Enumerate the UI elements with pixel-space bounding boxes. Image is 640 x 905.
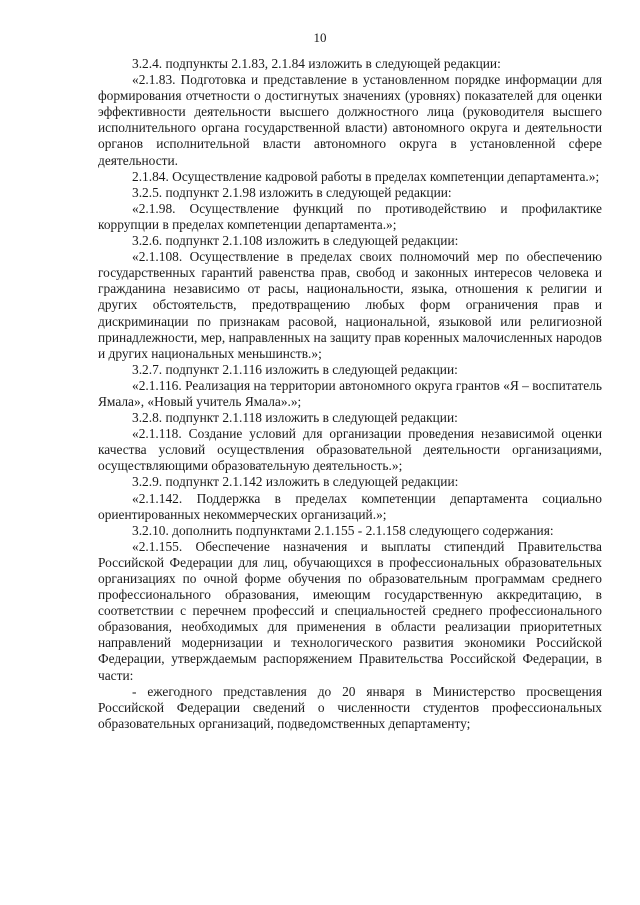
paragraph-2-1-98: «2.1.98. Осуществление функций по противодействию и профилактике коррупции в пределах компетенции департамента.»;: [98, 200, 602, 232]
paragraph-2-1-84: 2.1.84. Осуществление кадровой работы в пределах компетенции департамента.»;: [132, 168, 600, 184]
paragraph-3-2-10: 3.2.10. дополнить подпунктами 2.1.155 - 2.1.158 следующего содержания:: [132, 522, 554, 538]
document-body: [98, 56, 602, 732]
paragraph-3-2-8: 3.2.8. подпункт 2.1.118 изложить в следующей редакции:: [132, 410, 458, 426]
paragraph-list-item: - ежегодного представления до 20 января в Министерство просвещения Российской Федерации сведений о численности студентов профессиональных образовательных организаций, подведомственных департаменту;: [98, 683, 602, 731]
paragraph-3-2-7: 3.2.7. подпункт 2.1.116 изложить в следующей редакции:: [132, 361, 458, 377]
paragraph-2-1-108: «2.1.108. Осуществление в пределах своих полномочий мер по обеспечению государственных гарантий равенства прав, свобод и законных интересов человека и гражданина независимо от расы, национальности, языка, отношения к религии и других обстоятельств, предотвращению любых форм ограничения прав и дискриминации по признакам расовой, национальной, языковой или религиозной принадлежности, мер, направленных на защиту прав коренных малочисленных народов и других национальных меньшинств.»;: [98, 249, 602, 361]
paragraph-3-2-9: 3.2.9. подпункт 2.1.142 изложить в следующей редакции:: [132, 474, 459, 490]
paragraph-2-1-83: «2.1.83. Подготовка и представление в установленном порядке информации для формирования отчетности о достигнутых значениях (уровнях) показателей для оценки эффективности деятельности высшего должностного лица (руководителя высшего исполнительного органа государственной власти) автономного округа и деятельности органов исполнительной власти автономного округа в установленной сфере деятельности.: [98, 72, 602, 168]
page-number: 10: [313, 30, 327, 45]
paragraph-3-2-5: 3.2.5. подпункт 2.1.98 изложить в следующей редакции:: [132, 184, 452, 200]
paragraph-3-2-4: 3.2.4. подпункты 2.1.83, 2.1.84 изложить в следующей редакции:: [132, 56, 501, 71]
paragraph-3-2-6: 3.2.6. подпункт 2.1.108 изложить в следующей редакции:: [132, 233, 459, 249]
paragraph-2-1-155: «2.1.155. Обеспечение назначения и выплаты стипендий Правительства Российской Федерации для лиц, обучающихся в профессиональных образовательных организациях по очной форме обучения по образовательным программам среднего профессионального образования, имеющим государственную аккредитацию, в соответствии с перечнем профессий и специальностей среднего профессионального образования, необходимых для применения в области реализации приоритетных направлений модернизации и технологического развития экономики Российской Федерации, утверждаемым распоряжением Правительства Российской Федерации, в части:: [98, 538, 602, 683]
paragraph-2-1-118: «2.1.118. Создание условий для организации проведения независимой оценки качества условий осуществления образовательной деятельности организациями, осуществляющими образовательную деятельность.»;: [98, 426, 602, 474]
paragraph-2-1-142: «2.1.142. Поддержка в пределах компетенции департамента социально ориентированных некоммерческих организаций.»;: [98, 490, 602, 522]
paragraph-2-1-116: «2.1.116. Реализация на территории автономного округа грантов «Я – воспитатель Ямала», «Новый учитель Ямала».»;: [98, 377, 602, 409]
